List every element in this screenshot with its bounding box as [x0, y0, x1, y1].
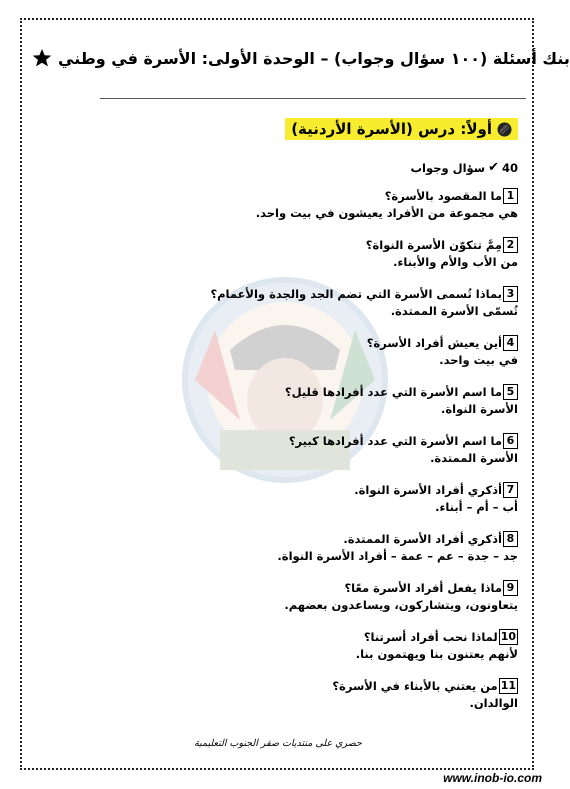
qa-item [198, 237, 518, 286]
star-icon [32, 48, 52, 68]
qa-item [198, 580, 518, 629]
answer-text: الوالدان. [469, 696, 518, 710]
title-divider [100, 98, 526, 99]
answer-text: تُسمّى الأسرة الممتدة. [390, 304, 518, 318]
answer-text: في بيت واحد. [439, 353, 518, 367]
lesson-title-text: أولاً: درس (الأسرة الأردنية) [291, 120, 492, 138]
question-count-number: 40 [501, 160, 518, 175]
answer-text: يتعاونون، ويتشاركون، ويساعدون بعضهم. [284, 598, 518, 612]
answer-text: لأنهم يعتنون بنا ويهتمون بنا. [355, 647, 518, 661]
page-title: بنك أسئلة (١٠٠ سؤال وجواب) – الوحدة الأولى: الأسرة في وطني [58, 48, 570, 68]
qa-item [198, 286, 518, 335]
question-number: 1 [503, 188, 518, 204]
question-count [410, 160, 518, 175]
question-text: مِمَّ تتكوّن الأسرة النواة؟ [365, 238, 502, 252]
qa-item [198, 629, 518, 678]
header [32, 48, 570, 68]
question-number: 7 [503, 482, 518, 498]
question-text: أذكري أفراد الأسرة الممتدة. [343, 532, 502, 546]
answer-text: جد – جدة – عم – عمة – أفراد الأسرة النواة. [277, 549, 518, 563]
footer-note: حصري على منتديات صقر الجنوب التعليمية [194, 738, 362, 749]
question-number: 6 [503, 433, 518, 449]
question-text: أين يعيش أفراد الأسرة؟ [366, 336, 502, 350]
answer-text: هي مجموعة من الأفراد يعيشون في بيت واحد. [255, 206, 518, 220]
question-text: ما اسم الأسرة التي عدد أفرادها كبير؟ [288, 434, 502, 448]
qa-item [198, 482, 518, 531]
qa-item [198, 335, 518, 384]
lesson-title [285, 118, 518, 140]
answer-text: الأسرة النواة. [440, 402, 518, 416]
question-text: ماذا يفعل أفراد الأسرة معًا؟ [344, 581, 502, 595]
question-number: 10 [500, 630, 516, 643]
question-number: 2 [503, 237, 518, 253]
question-count-label: سؤال وجواب [410, 160, 486, 175]
qa-list [198, 188, 518, 727]
qa-item [198, 384, 518, 433]
question-text: من يعتني بالأبناء في الأسرة؟ [332, 679, 498, 693]
qa-item [198, 188, 518, 237]
question-number: 9 [503, 580, 518, 596]
question-number: 5 [503, 384, 518, 400]
qa-item [198, 433, 518, 482]
qa-item [198, 678, 518, 727]
question-number: 11 [500, 679, 516, 692]
answer-text: أب – أم – أبناء. [435, 500, 518, 514]
round-bullet-icon [497, 122, 512, 137]
question-number: 8 [503, 531, 518, 547]
question-text: ما المقصود بالأسرة؟ [384, 189, 502, 203]
question-number: 4 [503, 335, 518, 351]
question-text: ما اسم الأسرة التي عدد أفرادها قليل؟ [284, 385, 502, 399]
question-text: بماذا تُسمى الأسرة التي تضم الجد والجدة والأعمام؟ [210, 287, 502, 301]
question-number: 3 [503, 286, 518, 302]
answer-text: من الأب والأم والأبناء. [393, 255, 518, 269]
check-icon: ✔ [488, 160, 499, 175]
footer-url-link[interactable]: www.inob-io.com [443, 771, 542, 785]
qa-item [198, 531, 518, 580]
question-text: لماذا نحب أفراد أسرتنا؟ [363, 630, 498, 644]
answer-text: الأسرة الممتدة. [430, 451, 518, 465]
question-text: أذكري أفراد الأسرة النواة. [354, 483, 502, 497]
